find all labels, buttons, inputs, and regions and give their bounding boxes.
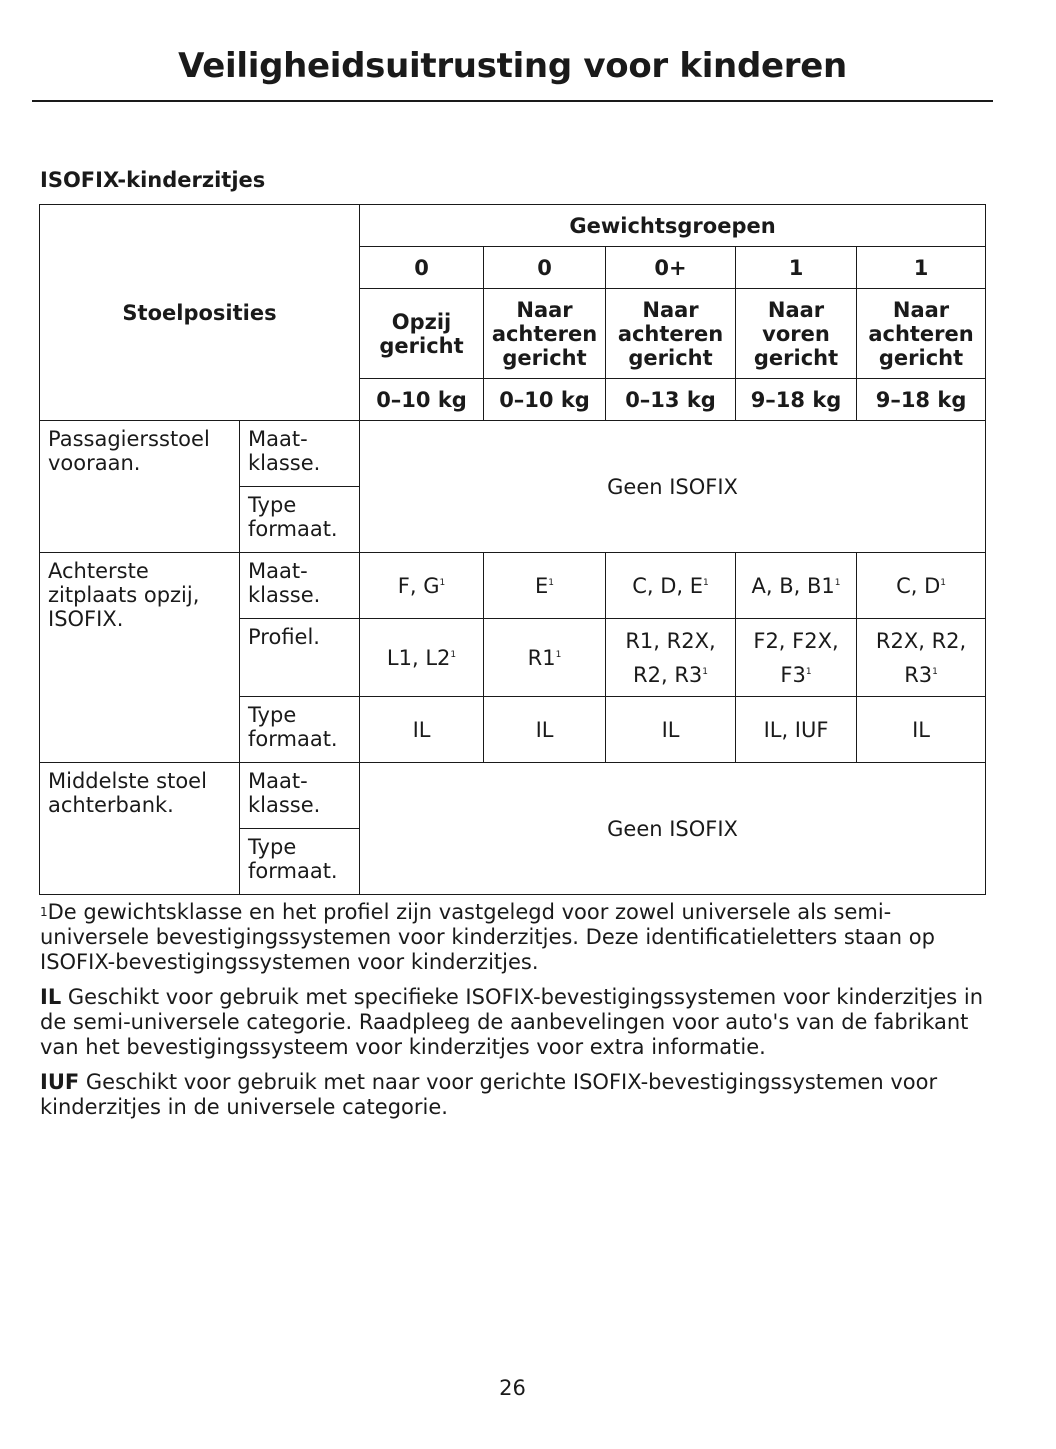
type-format-value: IL xyxy=(360,697,484,763)
no-isofix-cell: Geen ISOFIX xyxy=(360,421,986,553)
group-header: 0+ xyxy=(606,247,736,289)
footnote-mark: 1 xyxy=(548,577,555,588)
profile-label: Profiel. xyxy=(240,619,360,697)
profile-value: R2X, R2, $R3^1$ xyxy=(857,619,986,697)
footnote-mark: 1 xyxy=(940,577,946,588)
footnote-mark: 1 xyxy=(932,666,938,677)
profile-value: R1, R2X, R2, $R3^1$ xyxy=(606,619,736,697)
size-class-label: Maat- klasse. xyxy=(240,763,360,829)
page-number: 26 xyxy=(499,1376,526,1400)
footnote-mark: 1 xyxy=(450,649,457,660)
footnote-1-mark: 1 xyxy=(40,905,48,919)
type-format-label: Type formaat. xyxy=(240,487,360,553)
size-class-value: F, $G^1$ xyxy=(360,553,484,619)
weight-header: 9–18 kg xyxy=(857,379,986,421)
il-term: IL xyxy=(40,985,62,1009)
footnote-iuf: IUF Geschikt voor gebruik met naar voor gerichte ISOFIX-bevestigingssystemen voor kinderzitjes in de universele categorie. xyxy=(40,1070,938,1119)
type-format-label: Type formaat. xyxy=(240,697,360,763)
section-heading: ISOFIX-kinderzitjes xyxy=(40,168,266,192)
group-header: 1 xyxy=(857,247,986,289)
footnote-mark: 1 xyxy=(703,577,709,588)
footnote-mark: 1 xyxy=(439,577,446,588)
footnote-il: IL Geschikt voor gebruik met specifieke ISOFIX-bevestigingssystemen voor kinderzitjes in de semi-universele categorie. Raadpleeg de aanbevelingen voor auto's van de fabrikant van het bevestigingssysteem voor kinderzitjes voor extra informatie. xyxy=(40,985,984,1059)
type-format-value: IL xyxy=(606,697,736,763)
iuf-term: IUF xyxy=(40,1070,80,1094)
size-class-label: Maat- klasse. xyxy=(240,421,360,487)
size-class-label: Maat- klasse. xyxy=(240,553,360,619)
footnote-mark: 1 xyxy=(805,666,812,677)
group-header: 0 xyxy=(484,247,606,289)
footnote-mark: 1 xyxy=(834,577,841,588)
footnotes xyxy=(40,900,990,1130)
size-class-value: A, B, $B1^1$ xyxy=(736,553,857,619)
orientation-header: Naar voren gericht xyxy=(736,289,857,379)
title-divider xyxy=(32,100,993,102)
profile-value: L1, $L2^1$ xyxy=(360,619,484,697)
weight-header: 0–10 kg xyxy=(484,379,606,421)
type-format-value: IL, IUF xyxy=(736,697,857,763)
weight-header: 0–10 kg xyxy=(360,379,484,421)
footnote-1: $^1$De gewichtsklasse en het profiel zijn vastgelegd voor zowel universele als semi-universele bevestigingssystemen voor kinderzitjes. Deze identificatieletters staan op ISOFIX-bevestigingssystemen voor kinderzitjes. xyxy=(40,900,935,974)
profile-value: $R1^1$ xyxy=(484,619,606,697)
page-title: Veiligheidsuitrusting voor kinderen xyxy=(178,46,847,86)
no-isofix-cell: Geen ISOFIX xyxy=(360,763,986,895)
group-header: 0 xyxy=(360,247,484,289)
type-format-label: Type formaat. xyxy=(240,829,360,895)
profile-value: F2, F2X, $F3^1$ xyxy=(736,619,857,697)
size-class-value: C, $D^1$ xyxy=(857,553,986,619)
weight-header: 9–18 kg xyxy=(736,379,857,421)
weight-groups-header: Gewichtsgroepen xyxy=(360,205,986,247)
seat-position-rear-outboard: Achterste zitplaats opzij, ISOFIX. xyxy=(40,553,240,763)
isofix-table xyxy=(39,204,986,895)
group-header: 1 xyxy=(736,247,857,289)
size-class-value: C, D, $E^1$ xyxy=(606,553,736,619)
size-class-value: $E^1$ xyxy=(484,553,606,619)
footnote-mark: 1 xyxy=(555,649,562,660)
orientation-header: Naar achteren gericht xyxy=(606,289,736,379)
seat-position-front-passenger: Passagiersstoel vooraan. xyxy=(40,421,240,553)
orientation-header: Naar achteren gericht xyxy=(484,289,606,379)
seat-position-rear-center: Middelste stoel achterbank. xyxy=(40,763,240,895)
weight-header: 0–13 kg xyxy=(606,379,736,421)
footnote-mark: 1 xyxy=(702,666,709,677)
type-format-value: IL xyxy=(857,697,986,763)
orientation-header: Naar achteren gericht xyxy=(857,289,986,379)
orientation-header: Opzij gericht xyxy=(360,289,484,379)
type-format-value: IL xyxy=(484,697,606,763)
seat-positions-header: Stoelposities xyxy=(40,205,360,421)
